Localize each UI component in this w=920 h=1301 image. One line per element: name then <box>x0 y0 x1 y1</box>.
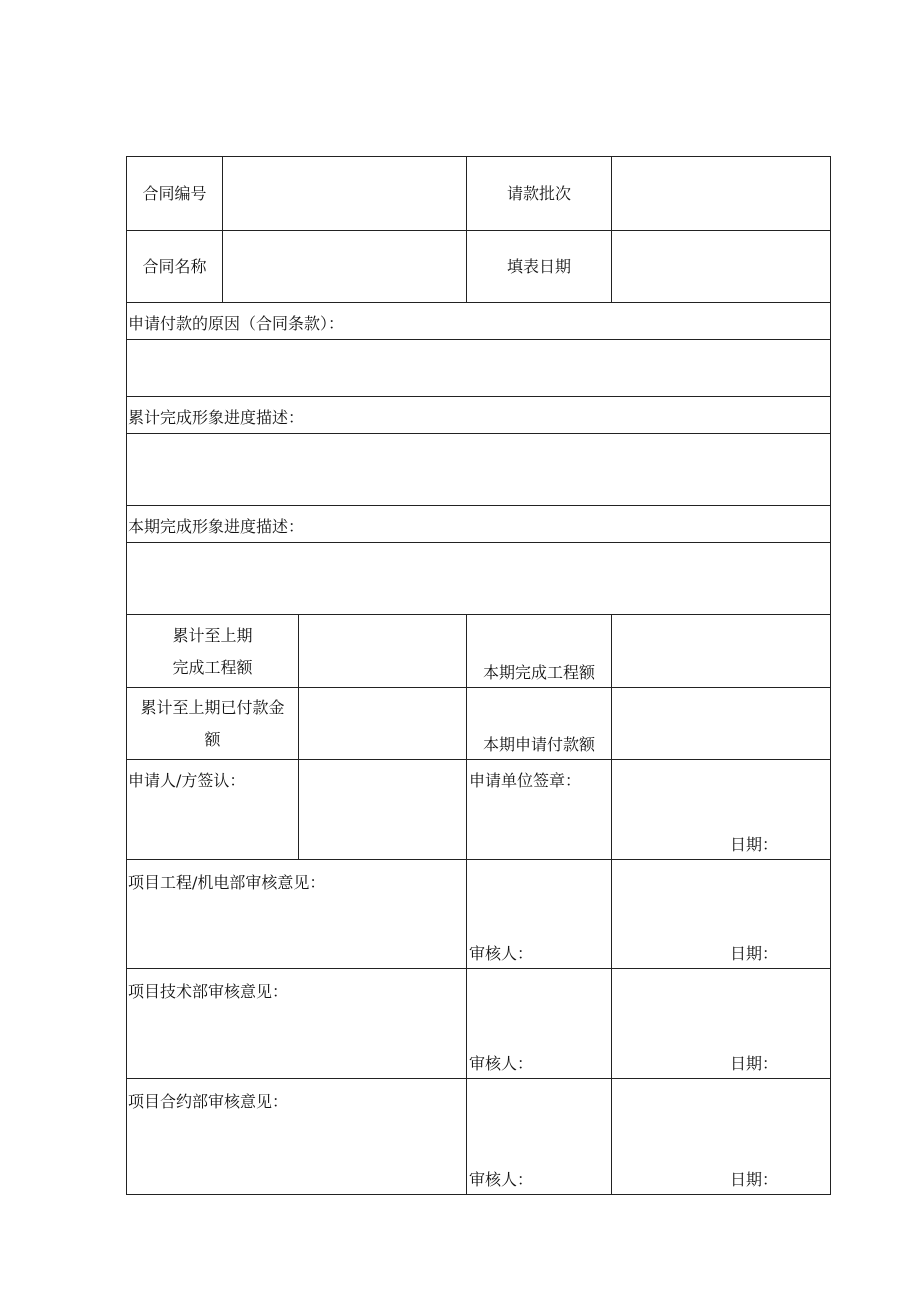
prev-paid-line2: 额 <box>204 730 221 749</box>
prev-completed-label <box>126 614 299 687</box>
current-progress-field[interactable] <box>127 543 830 614</box>
engineering-reviewer-label: 审核人： <box>469 944 534 963</box>
unit-seal-label: 申请单位签章： <box>469 771 582 790</box>
contract-review-label: 项目合约部审核意见： <box>128 1092 289 1111</box>
applicant-sign-field[interactable] <box>299 760 466 859</box>
sign-date-label: 日期： <box>729 835 778 854</box>
reason-label: 申请付款的原因（合同条款）： <box>128 314 345 333</box>
contract-reviewer-label: 审核人： <box>469 1170 534 1189</box>
prev-completed-line2: 完成工程额 <box>172 657 253 677</box>
prev-completed-field[interactable] <box>299 615 466 687</box>
current-progress-label: 本期完成形象进度描述： <box>128 517 305 536</box>
reason-field[interactable] <box>127 340 830 396</box>
engineering-date-label: 日期： <box>729 944 778 963</box>
batch-label: 请款批次 <box>506 183 571 203</box>
contract-name-field[interactable] <box>223 230 466 303</box>
batch-field[interactable] <box>612 156 830 231</box>
payment-request-form <box>126 156 831 1196</box>
technical-date-label: 日期： <box>729 1054 778 1073</box>
cumulative-progress-label: 累计完成形象进度描述： <box>128 408 305 427</box>
contract-date-label: 日期： <box>729 1170 778 1189</box>
applicant-sign-label: 申请人/方签认： <box>128 771 246 790</box>
current-request-label: 本期申请付款额 <box>482 735 595 754</box>
contract-no-field[interactable] <box>223 156 466 231</box>
prev-completed-line1: 累计至上期 <box>172 625 253 645</box>
fill-date-field[interactable] <box>612 230 830 303</box>
technical-review-label: 项目技术部审核意见： <box>128 982 289 1001</box>
rule <box>126 1194 831 1195</box>
technical-reviewer-label: 审核人： <box>469 1054 534 1073</box>
current-completed-field[interactable] <box>612 615 830 687</box>
contract-no-label: 合同编号 <box>142 183 207 203</box>
engineering-review-label: 项目工程/机电部审核意见： <box>128 873 326 892</box>
contract-name-label: 合同名称 <box>142 256 207 276</box>
current-request-field[interactable] <box>612 688 830 759</box>
current-completed-label: 本期完成工程额 <box>482 663 595 682</box>
prev-paid-line1: 累计至上期已付款金 <box>140 698 285 717</box>
cumulative-progress-field[interactable] <box>127 434 830 505</box>
prev-paid-label <box>126 687 299 759</box>
prev-paid-field[interactable] <box>299 688 466 759</box>
fill-date-label: 填表日期 <box>506 256 571 276</box>
